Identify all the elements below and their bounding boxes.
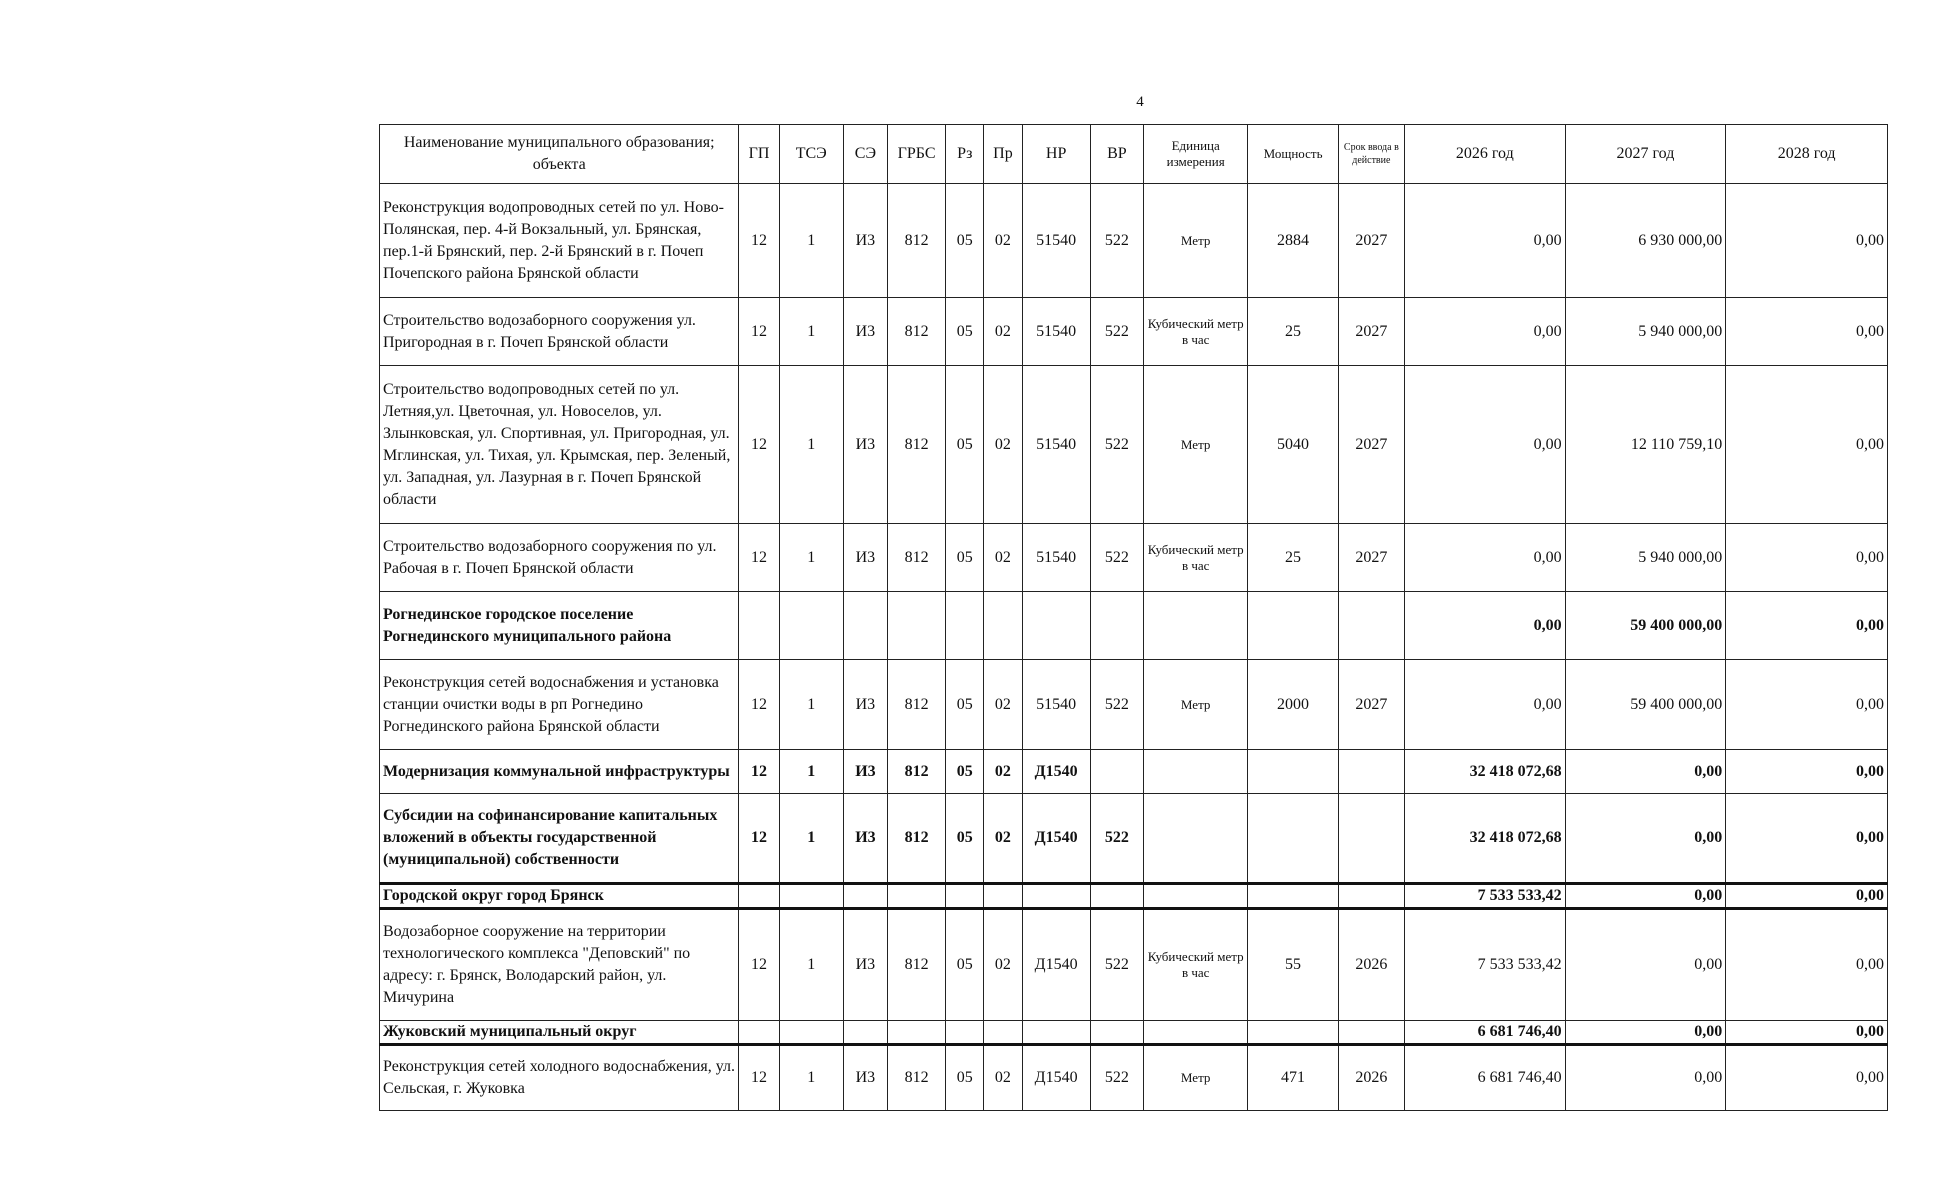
cell-gp: 12 [739, 750, 779, 794]
cell-nr [1022, 884, 1090, 909]
cell-se [843, 592, 887, 660]
cell-y2028: 0,00 [1726, 592, 1888, 660]
table-row [380, 750, 1888, 794]
cell-name: Водозаборное сооружение на территории технологического комплекса "Деповский" по адресу: г. Брянск, Володарский район, ул. Мичурина [380, 909, 739, 1021]
cell-y2026: 0,00 [1404, 660, 1565, 750]
cell-nr [1022, 1021, 1090, 1045]
header-2027: 2027 год [1565, 125, 1726, 184]
table-row [380, 1045, 1888, 1111]
page-number: 4 [1136, 94, 1144, 110]
cell-tse [779, 1021, 843, 1045]
cell-unit [1143, 592, 1247, 660]
cell-vr: 522 [1090, 909, 1143, 1021]
cell-pr: 02 [984, 524, 1022, 592]
cell-term: 2027 [1338, 524, 1404, 592]
cell-nr: 51540 [1022, 298, 1090, 366]
cell-grbs [888, 1021, 946, 1045]
header-row [380, 125, 1888, 184]
header-term: Срок ввода в действие [1338, 125, 1404, 184]
cell-se [843, 884, 887, 909]
cell-y2026: 7 533 533,42 [1404, 884, 1565, 909]
cell-y2027: 0,00 [1565, 1021, 1726, 1045]
header-power: Мощность [1248, 125, 1338, 184]
cell-unit: Метр [1143, 1045, 1247, 1111]
cell-name: Реконструкция водопроводных сетей по ул. Ново-Полянская, пер. 4-й Вокзальный, ул. Брянская, пер.1-й Брянский, пер. 2-й Брянский в г. Почеп Почепского района Брянской области [380, 184, 739, 298]
cell-se: И3 [843, 660, 887, 750]
cell-y2028: 0,00 [1726, 750, 1888, 794]
cell-grbs: 812 [888, 298, 946, 366]
cell-tse: 1 [779, 298, 843, 366]
cell-term [1338, 794, 1404, 884]
header-tse: ТСЭ [779, 125, 843, 184]
cell-vr: 522 [1090, 794, 1143, 884]
cell-y2026: 0,00 [1404, 366, 1565, 524]
cell-tse: 1 [779, 524, 843, 592]
cell-y2026: 0,00 [1404, 524, 1565, 592]
cell-vr [1090, 884, 1143, 909]
cell-name: Строительство водозаборного сооружения по ул. Рабочая в г. Почеп Брянской области [380, 524, 739, 592]
cell-y2026: 6 681 746,40 [1404, 1021, 1565, 1045]
cell-rz: 05 [946, 184, 984, 298]
cell-grbs: 812 [888, 660, 946, 750]
cell-name: Рогнединское городское поселение Рогнединского муниципального района [380, 592, 739, 660]
header-name: Наименование муниципального образования; объекта [380, 125, 739, 184]
cell-rz: 05 [946, 524, 984, 592]
cell-y2028: 0,00 [1726, 660, 1888, 750]
cell-grbs [888, 884, 946, 909]
table-row [380, 1021, 1888, 1045]
cell-pr: 02 [984, 1045, 1022, 1111]
cell-gp [739, 884, 779, 909]
budget-table [379, 124, 1888, 1111]
cell-name: Строительство водозаборного сооружения ул. Пригородная в г. Почеп Брянской области [380, 298, 739, 366]
cell-rz [946, 592, 984, 660]
cell-vr: 522 [1090, 1045, 1143, 1111]
cell-se: И3 [843, 366, 887, 524]
cell-nr [1022, 592, 1090, 660]
cell-term: 2027 [1338, 660, 1404, 750]
cell-nr: 51540 [1022, 660, 1090, 750]
cell-y2027: 5 940 000,00 [1565, 524, 1726, 592]
cell-vr [1090, 750, 1143, 794]
cell-pr: 02 [984, 794, 1022, 884]
cell-vr: 522 [1090, 660, 1143, 750]
cell-term: 2026 [1338, 909, 1404, 1021]
cell-gp: 12 [739, 909, 779, 1021]
cell-y2027: 12 110 759,10 [1565, 366, 1726, 524]
cell-name: Субсидии на софинансирование капитальных вложений в объекты государственной (муниципальной) собственности [380, 794, 739, 884]
cell-pr [984, 592, 1022, 660]
cell-pr [984, 1021, 1022, 1045]
cell-y2028: 0,00 [1726, 366, 1888, 524]
header-nr: НР [1022, 125, 1090, 184]
cell-y2028: 0,00 [1726, 298, 1888, 366]
cell-y2027: 0,00 [1565, 909, 1726, 1021]
cell-y2027: 0,00 [1565, 1045, 1726, 1111]
cell-y2028: 0,00 [1726, 884, 1888, 909]
cell-unit [1143, 750, 1247, 794]
cell-nr: 51540 [1022, 366, 1090, 524]
cell-term: 2026 [1338, 1045, 1404, 1111]
cell-tse [779, 884, 843, 909]
cell-power [1248, 750, 1338, 794]
header-vr: ВР [1090, 125, 1143, 184]
cell-unit: Кубический метр в час [1143, 524, 1247, 592]
cell-rz: 05 [946, 1045, 984, 1111]
table-row [380, 366, 1888, 524]
cell-y2027: 0,00 [1565, 884, 1726, 909]
cell-grbs: 812 [888, 909, 946, 1021]
cell-unit: Метр [1143, 184, 1247, 298]
cell-grbs: 812 [888, 1045, 946, 1111]
cell-pr: 02 [984, 184, 1022, 298]
cell-y2026: 32 418 072,68 [1404, 794, 1565, 884]
cell-power [1248, 592, 1338, 660]
cell-tse: 1 [779, 660, 843, 750]
cell-name: Реконструкция сетей водоснабжения и установка станции очистки воды в рп Рогнедино Рогнединского района Брянской области [380, 660, 739, 750]
cell-y2026: 0,00 [1404, 184, 1565, 298]
cell-gp [739, 1021, 779, 1045]
cell-vr: 522 [1090, 524, 1143, 592]
cell-power: 25 [1248, 524, 1338, 592]
cell-tse [779, 592, 843, 660]
table-row [380, 524, 1888, 592]
cell-power: 2000 [1248, 660, 1338, 750]
table-row [380, 184, 1888, 298]
cell-y2028: 0,00 [1726, 1021, 1888, 1045]
cell-name: Городской округ город Брянск [380, 884, 739, 909]
cell-y2026: 32 418 072,68 [1404, 750, 1565, 794]
cell-power: 25 [1248, 298, 1338, 366]
header-grbs: ГРБС [888, 125, 946, 184]
cell-y2028: 0,00 [1726, 184, 1888, 298]
cell-rz: 05 [946, 660, 984, 750]
cell-gp: 12 [739, 660, 779, 750]
cell-name: Модернизация коммунальной инфраструктуры [380, 750, 739, 794]
cell-se: И3 [843, 750, 887, 794]
cell-tse: 1 [779, 184, 843, 298]
cell-rz [946, 884, 984, 909]
cell-y2027: 59 400 000,00 [1565, 660, 1726, 750]
cell-tse: 1 [779, 1045, 843, 1111]
cell-rz: 05 [946, 909, 984, 1021]
cell-power: 5040 [1248, 366, 1338, 524]
cell-gp: 12 [739, 794, 779, 884]
cell-se [843, 1021, 887, 1045]
cell-vr [1090, 1021, 1143, 1045]
cell-tse: 1 [779, 794, 843, 884]
table-row [380, 794, 1888, 884]
table-row [380, 592, 1888, 660]
cell-rz: 05 [946, 750, 984, 794]
table-row [380, 884, 1888, 909]
cell-grbs: 812 [888, 794, 946, 884]
cell-unit [1143, 884, 1247, 909]
cell-pr [984, 884, 1022, 909]
cell-y2027: 5 940 000,00 [1565, 298, 1726, 366]
cell-se: И3 [843, 184, 887, 298]
cell-gp: 12 [739, 298, 779, 366]
cell-name: Строительство водопроводных сетей по ул. Летняя,ул. Цветочная, ул. Новоселов, ул. Злынковская, ул. Спортивная, ул. Пригородная, ул. Мглинская, ул. Тихая, ул. Крымская, пер. Зеленый, ул. Западная, ул. Лазурная в г. Почеп Брянской области [380, 366, 739, 524]
cell-nr: Д1540 [1022, 909, 1090, 1021]
cell-grbs: 812 [888, 524, 946, 592]
cell-tse: 1 [779, 909, 843, 1021]
cell-power: 2884 [1248, 184, 1338, 298]
cell-y2026: 0,00 [1404, 592, 1565, 660]
table-row [380, 298, 1888, 366]
cell-y2028: 0,00 [1726, 524, 1888, 592]
cell-nr: 51540 [1022, 184, 1090, 298]
cell-gp [739, 592, 779, 660]
cell-gp: 12 [739, 1045, 779, 1111]
cell-unit: Метр [1143, 366, 1247, 524]
cell-pr: 02 [984, 909, 1022, 1021]
cell-vr: 522 [1090, 298, 1143, 366]
cell-gp: 12 [739, 366, 779, 524]
cell-nr: Д1540 [1022, 1045, 1090, 1111]
cell-pr: 02 [984, 750, 1022, 794]
cell-y2027: 59 400 000,00 [1565, 592, 1726, 660]
cell-pr: 02 [984, 366, 1022, 524]
cell-term: 2027 [1338, 366, 1404, 524]
cell-tse: 1 [779, 366, 843, 524]
cell-y2027: 0,00 [1565, 750, 1726, 794]
cell-grbs: 812 [888, 366, 946, 524]
cell-y2026: 6 681 746,40 [1404, 1045, 1565, 1111]
cell-unit: Кубический метр в час [1143, 909, 1247, 1021]
cell-power: 55 [1248, 909, 1338, 1021]
cell-grbs: 812 [888, 750, 946, 794]
cell-vr [1090, 592, 1143, 660]
cell-y2026: 0,00 [1404, 298, 1565, 366]
cell-y2028: 0,00 [1726, 794, 1888, 884]
cell-pr: 02 [984, 298, 1022, 366]
cell-se: И3 [843, 909, 887, 1021]
cell-term [1338, 592, 1404, 660]
cell-vr: 522 [1090, 366, 1143, 524]
cell-rz: 05 [946, 298, 984, 366]
table-row [380, 909, 1888, 1021]
header-pr: Пр [984, 125, 1022, 184]
cell-term [1338, 1021, 1404, 1045]
cell-name: Жуковский муниципальный округ [380, 1021, 739, 1045]
cell-nr: 51540 [1022, 524, 1090, 592]
cell-term [1338, 884, 1404, 909]
cell-rz: 05 [946, 366, 984, 524]
cell-unit [1143, 794, 1247, 884]
cell-se: И3 [843, 794, 887, 884]
header-se: СЭ [843, 125, 887, 184]
cell-term: 2027 [1338, 298, 1404, 366]
cell-y2026: 7 533 533,42 [1404, 909, 1565, 1021]
header-2028: 2028 год [1726, 125, 1888, 184]
cell-power [1248, 884, 1338, 909]
cell-unit: Кубический метр в час [1143, 298, 1247, 366]
cell-unit: Метр [1143, 660, 1247, 750]
cell-se: И3 [843, 524, 887, 592]
cell-nr: Д1540 [1022, 794, 1090, 884]
cell-term [1338, 750, 1404, 794]
header-2026: 2026 год [1404, 125, 1565, 184]
cell-y2027: 6 930 000,00 [1565, 184, 1726, 298]
cell-rz [946, 1021, 984, 1045]
header-unit: Единица измерения [1143, 125, 1247, 184]
cell-grbs: 812 [888, 184, 946, 298]
cell-tse: 1 [779, 750, 843, 794]
cell-power [1248, 1021, 1338, 1045]
cell-name: Реконструкция сетей холодного водоснабжения, ул. Сельская, г. Жуковка [380, 1045, 739, 1111]
cell-unit [1143, 1021, 1247, 1045]
cell-nr: Д1540 [1022, 750, 1090, 794]
cell-vr: 522 [1090, 184, 1143, 298]
cell-gp: 12 [739, 184, 779, 298]
cell-se: И3 [843, 1045, 887, 1111]
cell-y2028: 0,00 [1726, 909, 1888, 1021]
cell-power [1248, 794, 1338, 884]
cell-se: И3 [843, 298, 887, 366]
cell-grbs [888, 592, 946, 660]
cell-power: 471 [1248, 1045, 1338, 1111]
cell-pr: 02 [984, 660, 1022, 750]
header-rz: Рз [946, 125, 984, 184]
header-gp: ГП [739, 125, 779, 184]
table-row [380, 660, 1888, 750]
cell-term: 2027 [1338, 184, 1404, 298]
cell-y2027: 0,00 [1565, 794, 1726, 884]
cell-gp: 12 [739, 524, 779, 592]
cell-y2028: 0,00 [1726, 1045, 1888, 1111]
cell-rz: 05 [946, 794, 984, 884]
